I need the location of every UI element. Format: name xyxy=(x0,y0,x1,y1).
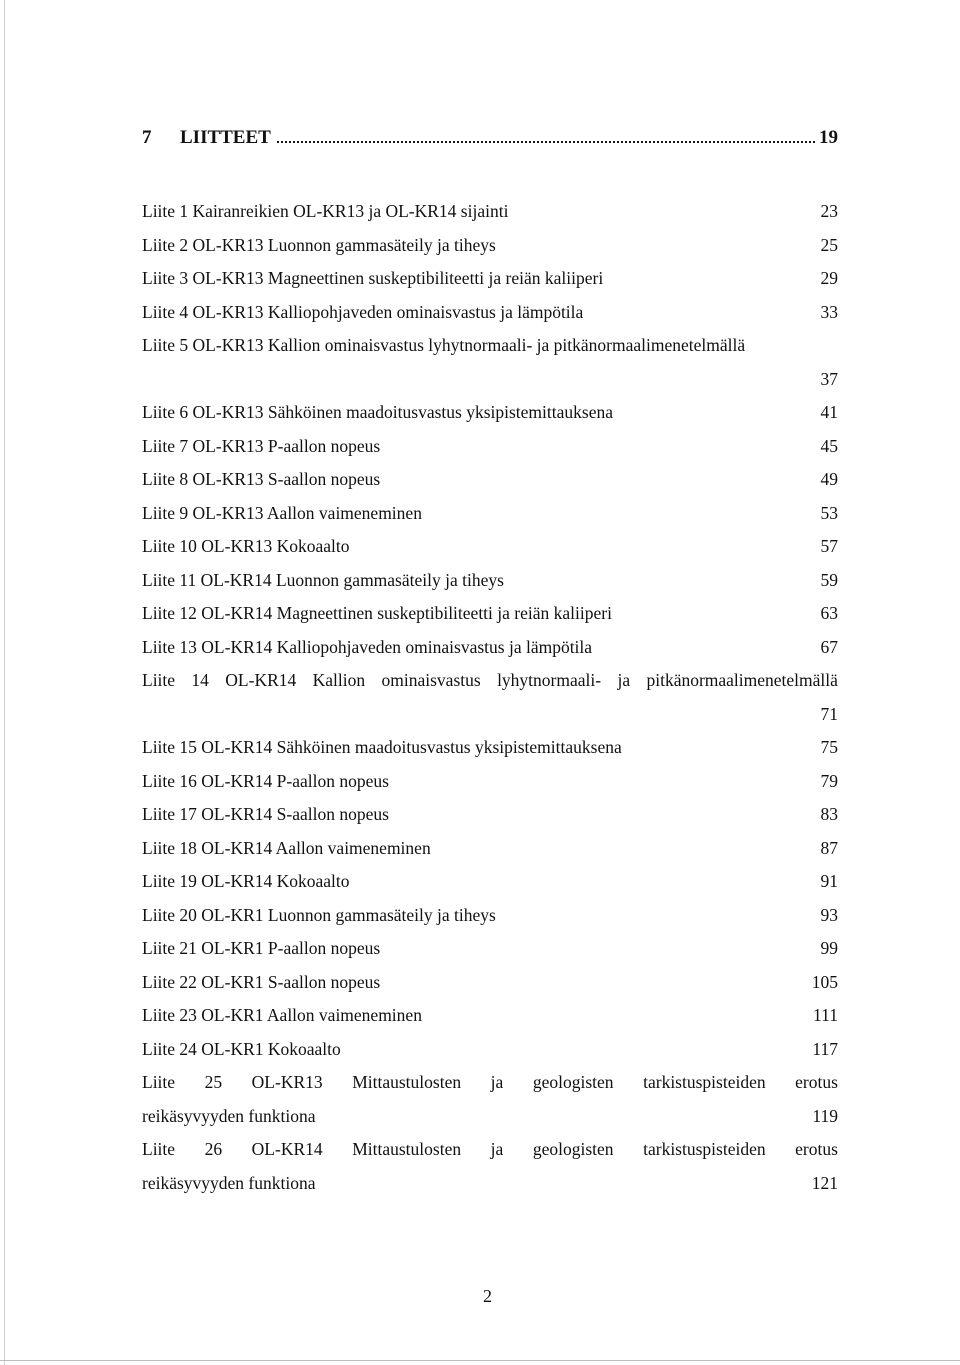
entry-title: Liite 1 Kairanreikien OL-KR13 ja OL-KR14 sijainti xyxy=(142,201,509,222)
toc-entry xyxy=(142,296,838,330)
entry-page: 59 xyxy=(820,569,838,590)
dot-leader xyxy=(277,141,815,143)
entry-title: Liite 20 OL-KR1 Luonnon gammasäteily ja tiheys xyxy=(142,904,496,925)
entry-page: 79 xyxy=(820,770,838,791)
entry-title: Liite 14 OL-KR14 Kallion ominaisvastus lyhytnormaali- ja pitkänormaalimenetelmällä xyxy=(142,670,838,691)
toc-entry xyxy=(142,329,838,363)
entry-title: Liite 8 OL-KR13 S-aallon nopeus xyxy=(142,469,381,490)
appendix-list xyxy=(142,195,838,1200)
entry-title: Liite 15 OL-KR14 Sähköinen maadoitusvastus yksipistemittauksena xyxy=(142,737,622,758)
heading-number: 7 xyxy=(142,127,152,148)
entry-page: 41 xyxy=(820,402,838,423)
toc-entry xyxy=(142,1066,838,1100)
entry-page: 87 xyxy=(820,837,838,858)
toc-entry xyxy=(142,865,838,899)
toc-entry xyxy=(142,932,838,966)
heading-page: 19 xyxy=(819,127,838,148)
entry-title: Liite 3 OL-KR13 Magneettinen suskeptibiliteetti ja reiän kaliiperi xyxy=(142,268,604,289)
entry-title: Liite 13 OL-KR14 Kalliopohjaveden ominaisvastus ja lämpötila xyxy=(142,636,593,657)
entry-title: Liite 19 OL-KR14 Kokoaalto xyxy=(142,871,350,892)
entry-page: 111 xyxy=(813,1005,838,1026)
toc-entry xyxy=(142,363,838,397)
entry-page: 117 xyxy=(812,1038,838,1059)
toc-entry xyxy=(142,631,838,665)
entry-page: 71 xyxy=(820,703,838,724)
entry-page: 119 xyxy=(812,1105,838,1126)
entry-title: reikäsyvyyden funktiona xyxy=(142,1105,316,1126)
entry-title: Liite 18 OL-KR14 Aallon vaimeneminen xyxy=(142,837,431,858)
toc-entry xyxy=(142,664,838,698)
entry-title: Liite 21 OL-KR1 P-aallon nopeus xyxy=(142,938,381,959)
entry-page: 33 xyxy=(820,301,838,322)
toc-entry xyxy=(142,765,838,799)
entry-page: 23 xyxy=(820,201,838,222)
entry-page: 91 xyxy=(820,871,838,892)
toc-entry xyxy=(142,530,838,564)
entry-title: Liite 23 OL-KR1 Aallon vaimeneminen xyxy=(142,1005,422,1026)
toc-entry xyxy=(142,564,838,598)
toc-entry xyxy=(142,1133,838,1167)
entry-title: Liite 5 OL-KR13 Kallion ominaisvastus lyhytnormaali- ja pitkänormaalimenetelmällä xyxy=(142,335,746,356)
entry-title: Liite 9 OL-KR13 Aallon vaimeneminen xyxy=(142,502,422,523)
toc-entry xyxy=(142,1033,838,1067)
toc-entry xyxy=(142,497,838,531)
entry-page: 63 xyxy=(820,603,838,624)
toc-entry xyxy=(142,966,838,1000)
toc-entry xyxy=(142,262,838,296)
entry-page: 45 xyxy=(820,435,838,456)
entry-title: Liite 16 OL-KR14 P-aallon nopeus xyxy=(142,770,389,791)
toc-heading xyxy=(142,127,838,157)
heading-title: LIITTEET xyxy=(180,127,271,148)
toc-entry xyxy=(142,899,838,933)
entry-page: 121 xyxy=(811,1172,838,1193)
scan-edge-bottom xyxy=(0,1360,960,1361)
entry-title: Liite 25 OL-KR13 Mittaustulosten ja geologisten tarkistuspisteiden erotus xyxy=(142,1072,838,1093)
entry-title: Liite 24 OL-KR1 Kokoaalto xyxy=(142,1038,341,1059)
entry-title: Liite 22 OL-KR1 S-aallon nopeus xyxy=(142,971,381,992)
toc-entry xyxy=(142,195,838,229)
entry-page: 57 xyxy=(820,536,838,557)
toc-entry xyxy=(142,1167,838,1201)
page-number: 2 xyxy=(483,1286,492,1306)
entry-title: reikäsyvyyden funktiona xyxy=(142,1172,316,1193)
entry-page: 53 xyxy=(820,502,838,523)
entry-title: Liite 26 OL-KR14 Mittaustulosten ja geologisten tarkistuspisteiden erotus xyxy=(142,1139,838,1160)
entry-title: Liite 2 OL-KR13 Luonnon gammasäteily ja tiheys xyxy=(142,234,496,255)
entry-title: Liite 4 OL-KR13 Kalliopohjaveden ominaisvastus ja lämpötila xyxy=(142,301,584,322)
toc-entry xyxy=(142,396,838,430)
toc-entry xyxy=(142,731,838,765)
entry-page: 99 xyxy=(820,938,838,959)
scan-edge-left xyxy=(4,0,5,1365)
entry-page: 105 xyxy=(811,971,838,992)
toc-entry xyxy=(142,798,838,832)
toc-entry xyxy=(142,999,838,1033)
entry-page: 25 xyxy=(820,234,838,255)
entry-page: 37 xyxy=(820,368,838,389)
toc-entry xyxy=(142,430,838,464)
entry-page: 49 xyxy=(820,469,838,490)
entry-title: Liite 10 OL-KR13 Kokoaalto xyxy=(142,536,350,557)
entry-title: Liite 17 OL-KR14 S-aallon nopeus xyxy=(142,804,389,825)
toc-entry xyxy=(142,1100,838,1134)
entry-title: Liite 6 OL-KR13 Sähköinen maadoitusvastus yksipistemittauksena xyxy=(142,402,613,423)
toc-entry xyxy=(142,463,838,497)
entry-page: 83 xyxy=(820,804,838,825)
entry-page: 93 xyxy=(820,904,838,925)
entry-title: Liite 11 OL-KR14 Luonnon gammasäteily ja tiheys xyxy=(142,569,504,590)
toc-entry xyxy=(142,597,838,631)
toc-entry xyxy=(142,832,838,866)
entry-title: Liite 7 OL-KR13 P-aallon nopeus xyxy=(142,435,381,456)
entry-page: 75 xyxy=(820,737,838,758)
entry-page: 67 xyxy=(820,636,838,657)
entry-title: Liite 12 OL-KR14 Magneettinen suskeptibiliteetti ja reiän kaliiperi xyxy=(142,603,612,624)
toc-entry xyxy=(142,698,838,732)
toc-entry xyxy=(142,229,838,263)
entry-page: 29 xyxy=(820,268,838,289)
